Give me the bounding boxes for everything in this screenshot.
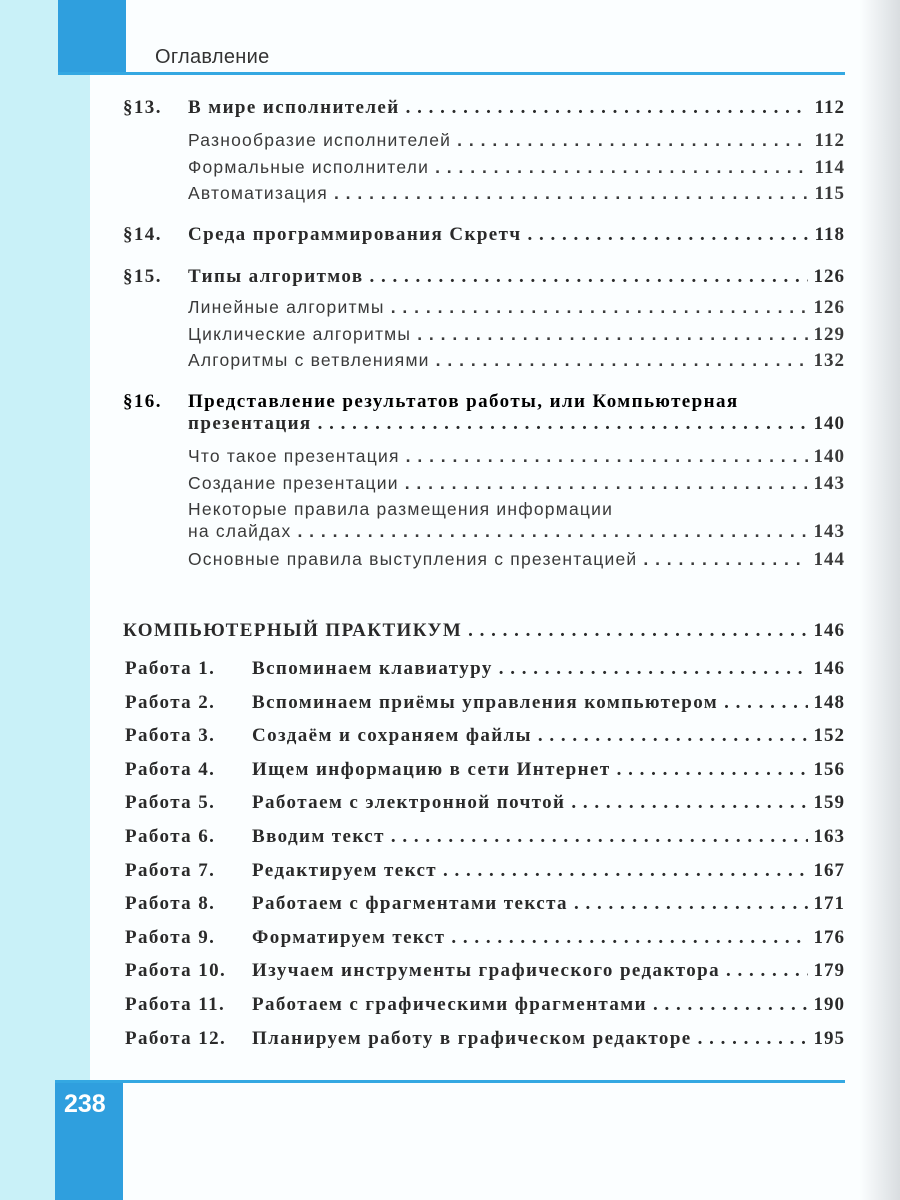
toc-work [125,692,845,714]
entry-title-line1: Некоторые правила размещения информации [188,499,614,519]
dot-leader [457,130,808,151]
dot-leader [405,473,808,494]
entry-title: Циклические алгоритмы [188,324,412,344]
entry-page: 163 [813,826,845,847]
entry-title: Что такое презентация [188,446,400,466]
toc-section [123,266,845,288]
entry-page: 132 [813,350,845,371]
entry-number: Работа 1. [125,658,216,679]
entry-page: 140 [813,413,845,434]
entry-title: В мире исполнителей [188,97,400,118]
entry-title: Автоматизация [188,183,328,203]
entry-page: 114 [814,157,845,178]
dot-leader [406,446,808,467]
toc-work [125,927,845,949]
entry-title: Работаем с фрагментами текста [252,893,568,915]
dot-leader [527,224,808,246]
dot-leader [391,826,808,848]
dot-leader [297,521,807,542]
page-header-title: Оглавление [155,46,270,68]
entry-page: 126 [813,266,845,287]
entry-number: Работа 4. [125,758,216,780]
entry-page: 156 [813,758,845,780]
dot-leader [698,1028,808,1050]
entry-title: Планируем работу в графическом редакторе [252,1027,692,1049]
toc-subentry [188,446,845,468]
entry-number: Работа 6. [125,826,216,847]
entry-title: Форматируем текст [252,926,446,948]
entry-title: Вводим текст [252,826,385,847]
toc-work [125,994,845,1016]
entry-title: Работаем с электронной почтой [252,792,566,814]
entry-title: на слайдах [188,521,292,541]
entry-number: §13. [123,97,162,118]
entry-title-line1: Представление результатов работы, или Компьютерная [188,391,739,412]
dot-leader [653,994,808,1016]
dot-leader [643,549,807,570]
toc-subentry [188,521,845,543]
entry-number: Работа 5. [125,792,216,814]
entry-page: 179 [813,960,845,982]
entry-title: Среда программирования Скретч [188,224,522,245]
header-color-block [58,0,126,74]
toc-work [125,792,845,814]
dot-leader [435,157,808,178]
dot-leader [617,759,808,781]
entry-title: Работаем с графическими фрагментами [252,994,647,1015]
toc-work [125,658,845,680]
entry-number: §14. [123,224,162,245]
entry-page: 112 [814,97,845,118]
entry-page: 146 [813,620,845,641]
entry-page: 159 [813,792,845,814]
entry-number: Работа 8. [125,893,216,915]
dot-leader [391,297,808,318]
dot-leader [334,183,809,204]
page-number: 238 [64,1090,106,1118]
toc-subentry [188,157,845,179]
entry-number: Работа 10. [125,960,227,982]
page-margin-strip [0,0,90,1200]
dot-leader [443,860,807,882]
toc-section [123,97,845,119]
dot-leader [726,960,807,982]
dot-leader [436,350,808,371]
dot-leader [318,413,808,435]
toc-work [125,725,845,747]
toc-work [125,960,845,982]
entry-page: 148 [813,691,845,713]
entry-page: 176 [813,926,845,948]
dot-leader [468,620,807,642]
entry-title: Линейные алгоритмы [188,297,385,317]
entry-number: §15. [123,266,162,287]
entry-page: 144 [813,549,845,570]
entry-page: 118 [814,224,845,245]
toc-subentry [188,473,845,495]
dot-leader [724,692,807,714]
header-rule [58,72,845,75]
entry-title: Алгоритмы с ветвлениями [188,350,430,370]
footer-rule [55,1080,845,1083]
entry-title: Ищем информацию в сети Интернет [252,758,611,780]
entry-number: Работа 11. [125,994,226,1015]
entry-page: 143 [813,473,845,494]
toc-subentry [188,549,845,571]
dot-leader [370,266,808,288]
entry-title: презентация [188,413,312,434]
toc-subentry [188,297,845,319]
toc-work [125,759,845,781]
entry-page: 171 [813,893,845,915]
entry-title: Редактируем текст [252,859,438,881]
entry-number: Работа 7. [125,859,216,881]
dot-leader [451,927,807,949]
entry-title: Изучаем инструменты графического редактора [252,960,721,982]
entry-title: КОМПЬЮТЕРНЫЙ ПРАКТИКУМ [123,620,463,641]
toc-subentry [188,130,845,152]
toc-practicum [123,620,845,642]
entry-title: Основные правила выступления с презентацией [188,549,638,569]
entry-title: Создаём и сохраняем файлы [252,725,532,747]
toc-subentry [188,350,845,372]
dot-leader [499,658,808,680]
dot-leader [417,324,807,345]
entry-page: 190 [813,994,845,1015]
dot-leader [538,725,808,747]
dot-leader [406,97,809,119]
entry-title: Типы алгоритмов [188,266,364,287]
entry-title: Вспоминаем клавиатуру [252,658,493,679]
dot-leader [574,893,808,915]
entry-title: Создание презентации [188,473,399,493]
entry-number: Работа 3. [125,725,216,747]
entry-page: 143 [813,521,845,542]
entry-page: 152 [813,725,845,747]
entry-number: Работа 12. [125,1027,227,1049]
page-edge-shadow [860,0,900,1200]
entry-title: Разнообразие исполнителей [188,130,452,150]
entry-number: §16. [123,391,162,412]
entry-page: 140 [813,446,845,467]
entry-page: 126 [813,297,845,318]
toc-section [123,224,845,246]
entry-page: 146 [813,658,845,679]
entry-title: Вспоминаем приёмы управления компьютером [252,691,719,713]
entry-page: 129 [813,324,845,345]
entry-number: Работа 2. [125,691,216,713]
entry-title: Формальные исполнители [188,157,430,177]
toc-work [125,893,845,915]
dot-leader [571,792,807,814]
toc-work [125,1028,845,1050]
entry-number: Работа 9. [125,926,216,948]
entry-page: 167 [813,859,845,881]
toc-subentry [188,324,845,346]
toc-work [125,860,845,882]
toc-subentry [188,183,845,205]
toc-section [188,413,845,435]
entry-page: 115 [814,183,845,204]
entry-page: 112 [814,130,845,151]
entry-page: 195 [813,1027,845,1049]
toc-work [125,826,845,848]
